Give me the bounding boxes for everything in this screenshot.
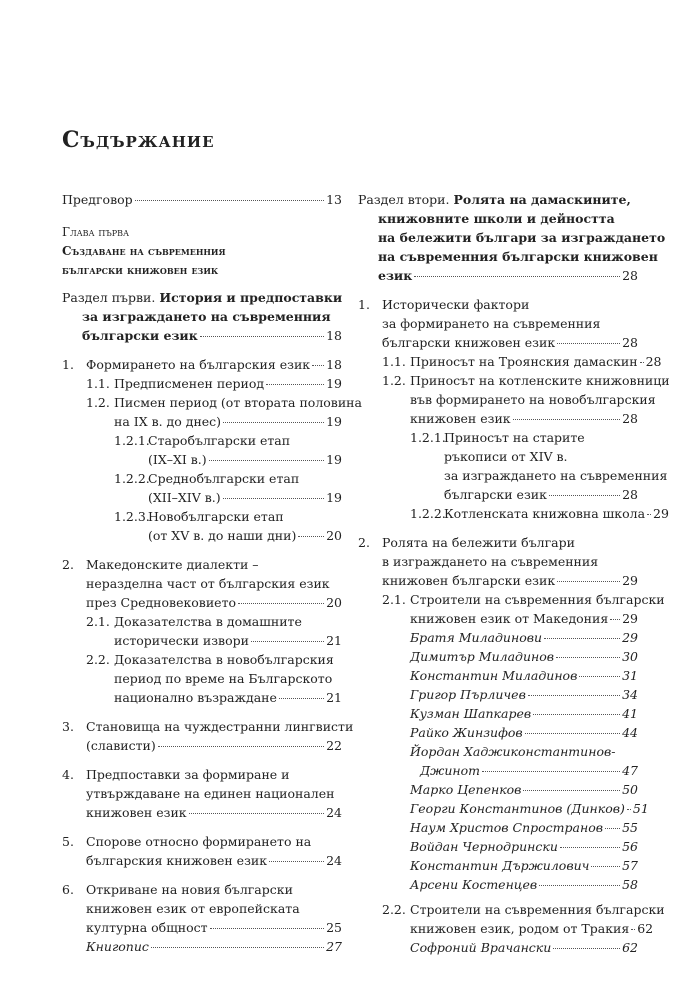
toc-entry-bibliography[interactable]: Книгопис 27 bbox=[86, 939, 342, 954]
toc-entry[interactable]: 1.2. Писмен период (от втората половина на IX в. до днес) 19 bbox=[86, 395, 362, 429]
toc-entry-person[interactable]: Арсени Костенцев 58 bbox=[410, 877, 638, 892]
chapter-label: Глава първа bbox=[62, 225, 130, 239]
toc-entry[interactable]: 1. Формирането на българския език 18 bbox=[62, 357, 342, 372]
toc-entry[interactable]: 2.2. Доказателства в новобългарския период по време на Българското национално възраждане 21 bbox=[86, 652, 342, 705]
toc-entry-person[interactable]: Димитър Миладинов 30 bbox=[410, 649, 638, 664]
toc-entry-section-2[interactable]: Раздел втори. Ролята на дамаскините, книжовните школи и дейността на бележити българи за изграждането на съвременния български книжовен език 28 bbox=[358, 192, 666, 283]
toc-entry-person[interactable]: Константин Миладинов 31 bbox=[410, 668, 638, 683]
toc-entry[interactable]: 2.2. Строители на съвременния български книжовен език, родом от Тракия 62 bbox=[382, 902, 665, 936]
toc-entry[interactable]: 2. Ролята на бележити българи в изграждането на съвременния книжовен български език 29 bbox=[358, 535, 638, 588]
toc-entry[interactable]: 5. Спорове относно формирането на българския книжовен език 24 bbox=[62, 834, 342, 868]
toc-entry[interactable]: 1.2.1. Старобългарски етап (IX–XI в.) 19 bbox=[114, 433, 342, 467]
toc-entry-preface[interactable]: Предговор 13 bbox=[62, 192, 342, 207]
toc-entry-person[interactable]: Софроний Врачански 62 bbox=[410, 940, 638, 955]
toc-entry-person[interactable]: Войдан Чернодрински 56 bbox=[410, 839, 638, 854]
chapter-title: български книжовен език bbox=[62, 263, 219, 277]
toc-entry[interactable]: 2. Македонските диалекти – неразделна част от българския език през Средновековието 20 bbox=[62, 557, 342, 610]
toc-entry-person[interactable]: Братя Миладинови 29 bbox=[410, 630, 638, 645]
toc-entry[interactable]: 1.1. Предписменен период 19 bbox=[86, 376, 342, 391]
toc-entry[interactable]: 3. Становища на чуждестранни лингвисти (слависти) 22 bbox=[62, 719, 354, 753]
toc-entry-person[interactable]: Райко Жинзифов 44 bbox=[410, 725, 638, 740]
toc-entry-person[interactable]: Григор Пърличев 34 bbox=[410, 687, 638, 702]
toc-left-column bbox=[62, 190, 362, 956]
toc-right-column bbox=[358, 190, 670, 957]
toc-entry[interactable]: 1.1. Приносът на Троянския дамаскин 28 bbox=[382, 354, 662, 369]
toc-entry-person[interactable]: Константин Държилович 57 bbox=[410, 858, 638, 873]
toc-entry[interactable]: 1.2.2. Котленската книжовна школа 29 bbox=[410, 506, 669, 521]
page-title: Съдържание bbox=[62, 127, 215, 153]
toc-entry[interactable]: 2.1. Доказателства в домашните исторически извори 21 bbox=[86, 614, 342, 648]
toc-entry-person[interactable]: Кузман Шапкарев 41 bbox=[410, 706, 638, 721]
toc-entry[interactable]: 1.2.1. Приносът на старите ръкописи от XIV в. за изграждането на съвременния български език 28 bbox=[410, 430, 668, 502]
toc-entry[interactable]: 4. Предпоставки за формиране и утвърждаване на единен национален книжовен език 24 bbox=[62, 767, 342, 820]
chapter-title: Създаване на съвременния bbox=[62, 244, 226, 258]
toc-entry-person[interactable]: Марко Цепенков 50 bbox=[410, 782, 638, 797]
toc-entry-section-1[interactable]: Раздел първи. История и предпоставки за изграждането на съвременния български език 18 bbox=[62, 290, 343, 343]
toc-entry[interactable]: 1.2.3. Новобългарски етап (от XV в. до наши дни) 20 bbox=[114, 509, 342, 543]
toc-entry[interactable]: 6. Откриване на новия български книжовен език от европейската културна общност 25 bbox=[62, 882, 342, 935]
page-number: 13 bbox=[326, 192, 342, 207]
toc-entry-person[interactable]: Георги Константинов (Динков) 51 bbox=[410, 801, 649, 816]
toc-entry[interactable]: 2.1. Строители на съвременния български книжовен език от Македония 29 bbox=[382, 592, 665, 626]
toc-entry[interactable]: 1. Исторически фактори за формирането на съвременния български книжовен език 28 bbox=[358, 297, 638, 350]
toc-entry[interactable]: 1.2. Приносът на котленските книжовници във формирането на новобългарския книжовен език 28 bbox=[382, 373, 670, 426]
toc-entry[interactable]: 1.2.2. Среднобългарски етап (XII–XIV в.) 19 bbox=[114, 471, 342, 505]
toc-entry-person[interactable]: Йордан Хаджиконстантинов- Джинот 47 bbox=[410, 744, 638, 778]
toc-entry-person[interactable]: Наум Христов Спространов 55 bbox=[410, 820, 638, 835]
